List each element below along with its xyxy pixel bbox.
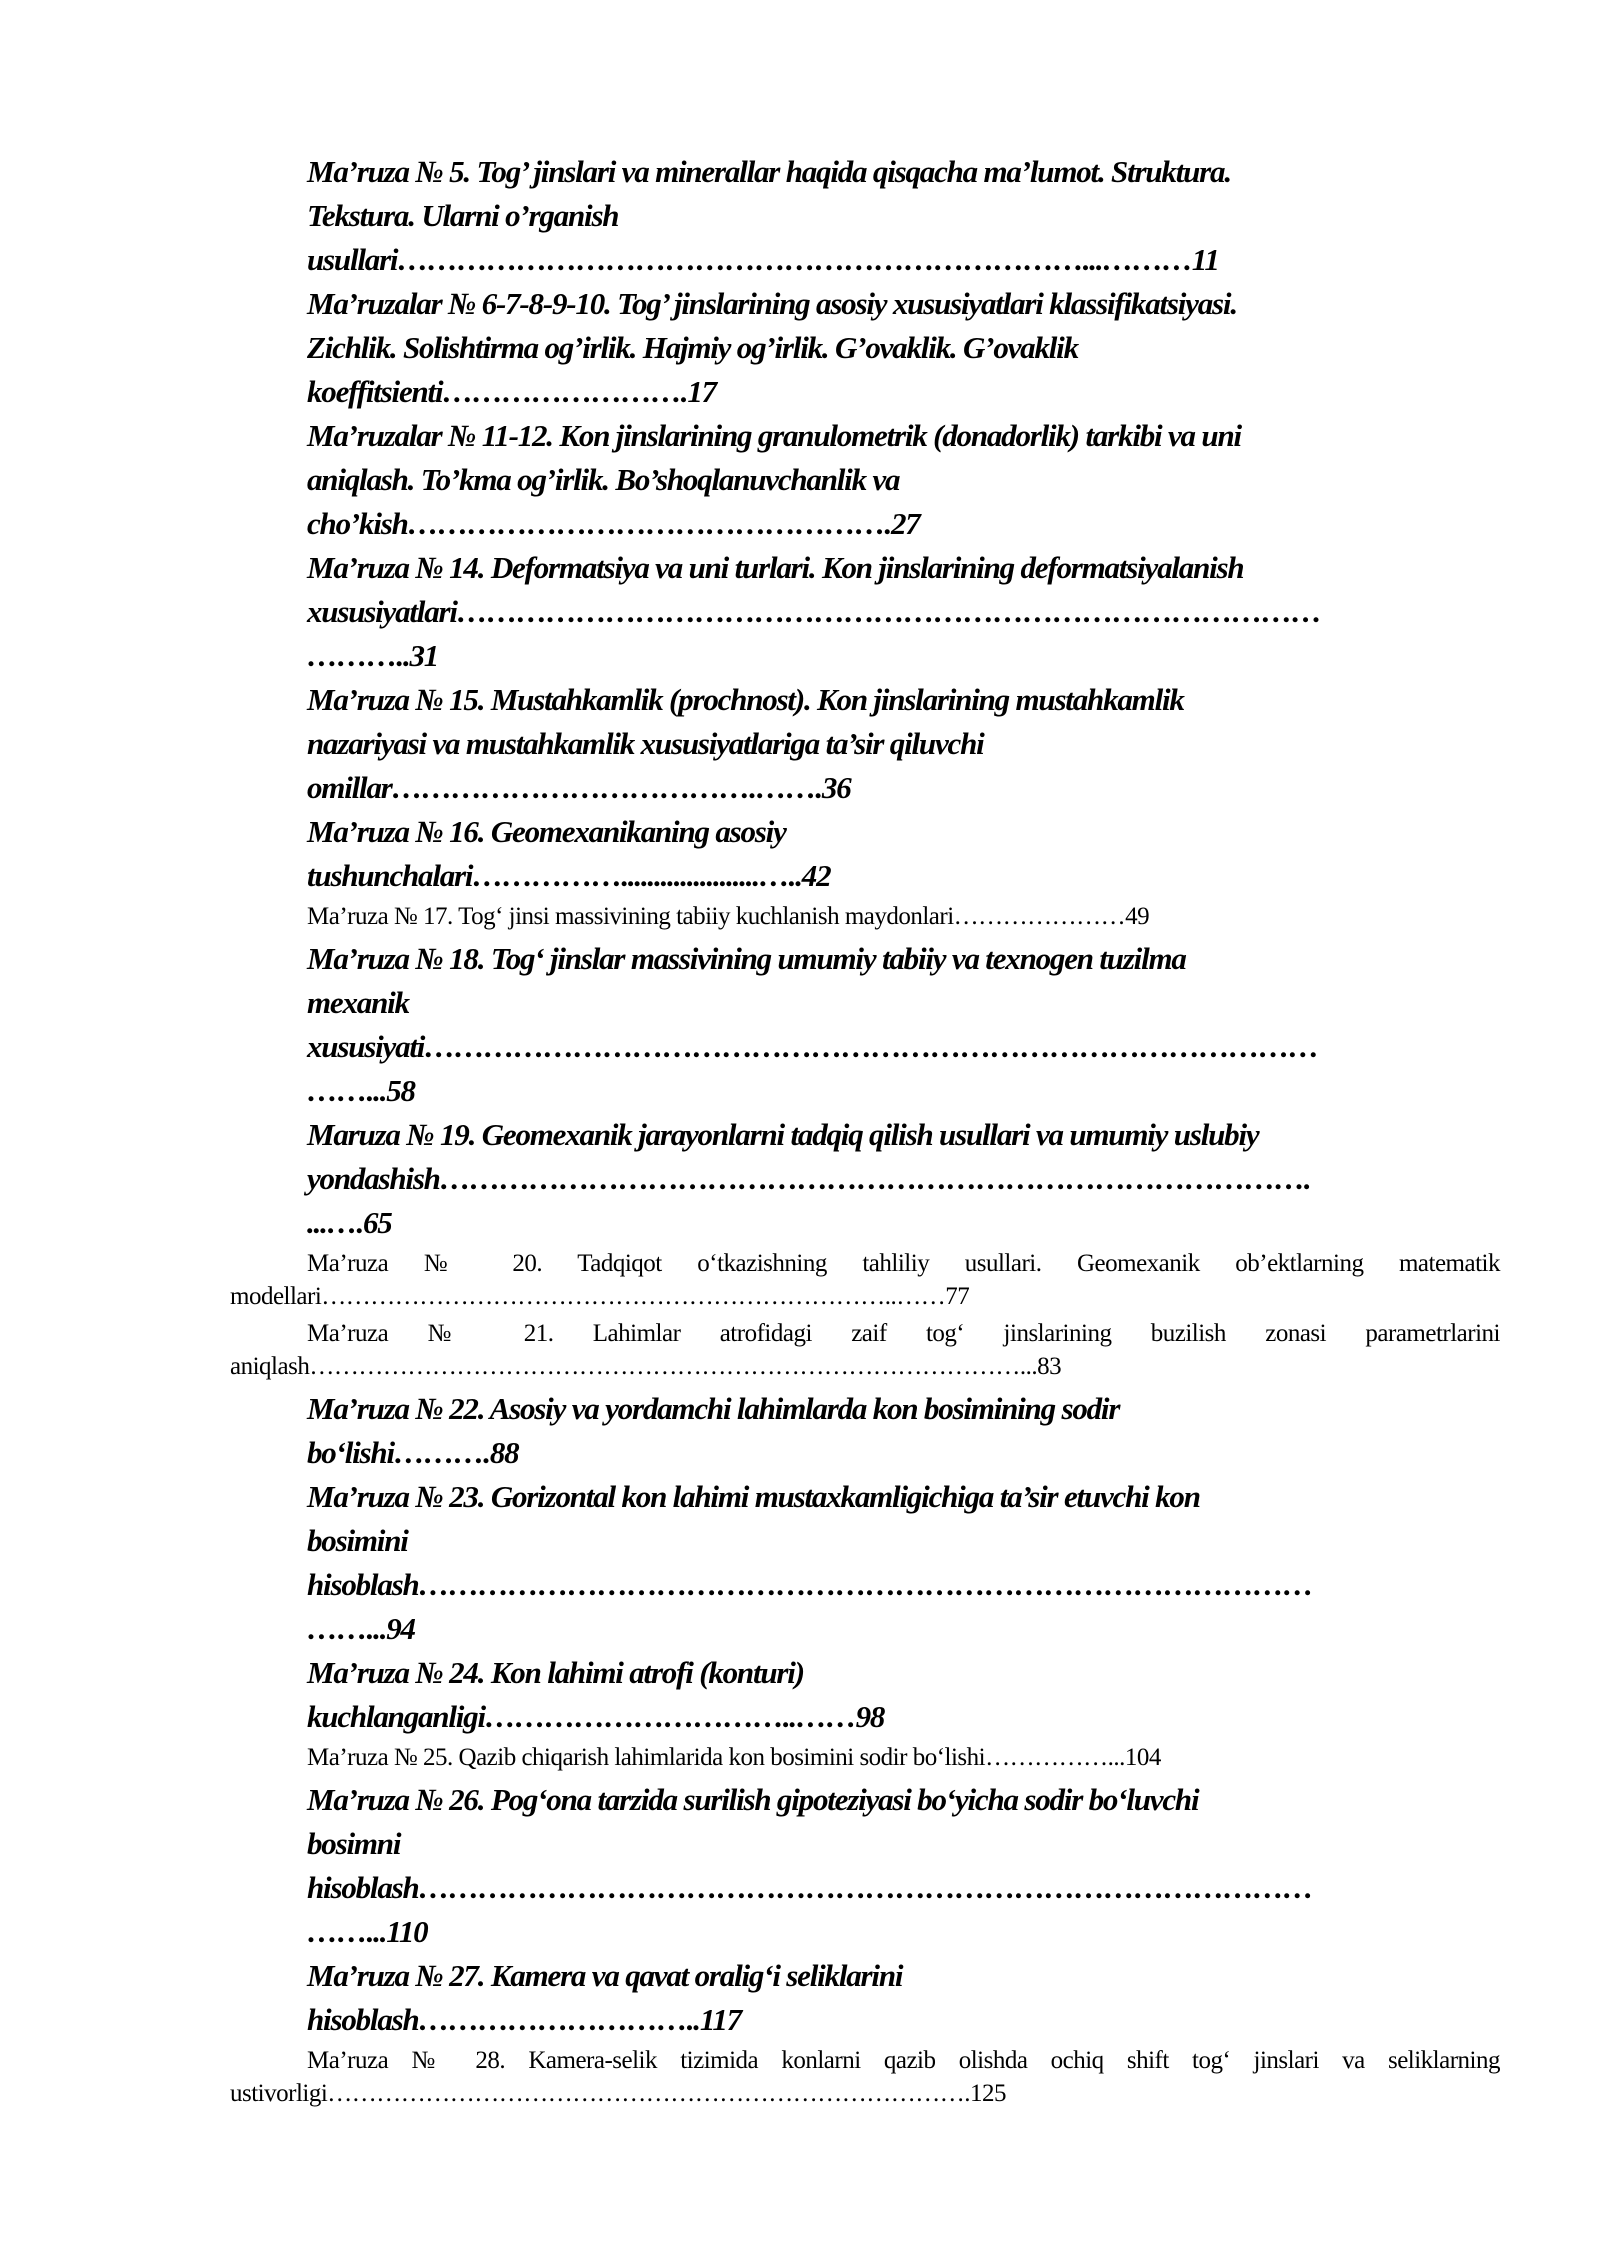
toc-entry-line: Ma’ruza № 24. Kon lahimi atrofi (konturi) (307, 1655, 804, 1690)
toc-entry-line: mexanik (307, 985, 409, 1020)
toc-entry (230, 546, 1500, 678)
toc-entry-line: Ma’ruza № 16. Geomexanikaning asosiy (307, 814, 786, 849)
toc-entry-line: Ma’ruza № 18. Tog‘ jinslar massivining umumiy tabiiy va texnogen tuzilma (307, 941, 1186, 976)
toc-entry-line: xususiyatlari…………………………………………………………………………… (307, 594, 1321, 629)
toc-entry (230, 1475, 1500, 1651)
toc-entry-line: ………..31 (307, 638, 439, 673)
toc-entry-line: usullari……………………………………………………………...………11 (307, 242, 1219, 277)
table-of-contents (230, 150, 1500, 2114)
toc-entry-line: ……...94 (307, 1611, 415, 1646)
toc-entry-text: Ma’ruza № 28. Kamera-selik tizimida konlarni qazib olishda ochiq shift tog‘ jinslari va seliklarning ustivorligi…………………………………………………………………….125 (230, 2047, 1500, 2107)
toc-entry-text: Ma’ruza № 17. Tog‘ jinsi massivining tabiiy kuchlanish maydonlari…………………49 (307, 903, 1150, 930)
toc-entry-line: bosimini (307, 1523, 408, 1558)
toc-entry (230, 2044, 1500, 2110)
toc-entry-line: ……...110 (307, 1914, 428, 1949)
toc-entry-line: tushunchalari…………….....................…..42 (307, 858, 831, 893)
toc-entry (230, 937, 1500, 1113)
toc-entry (230, 1741, 1500, 1774)
toc-entry-line: Ma’ruza № 26. Pog‘ona tarzida surilish gipoteziyasi bo‘yicha sodir bo‘luvchi (307, 1782, 1199, 1817)
toc-entry (230, 1317, 1500, 1383)
toc-entry-line: omillar……………………………….…….36 (307, 770, 851, 805)
toc-entry (230, 1387, 1500, 1475)
toc-entry-line: bosimni (307, 1826, 401, 1861)
toc-entry-line: Ma’ruza № 23. Gorizontal kon lahimi mustaxkamligichiga ta’sir etuvchi kon (307, 1479, 1200, 1514)
toc-entry-line: Ma’ruza № 5. Tog’ jinslari va minerallar haqida qisqacha ma’lumot. Struktura. (307, 154, 1231, 189)
toc-entry-line: Tekstura. Ularni o’rganish (307, 198, 619, 233)
toc-entry-text: Ma’ruza № 20. Tadqiqot o‘tkazishning tahliliy usullari. Geomexanik ob’ektlarning matematik modellari……………………………………………………………..……77 (230, 1250, 1500, 1310)
toc-entry-line: bo‘lishi……….88 (307, 1435, 519, 1470)
toc-entry-line: hisoblash……………………………………………………………………………… (307, 1870, 1313, 1905)
toc-entry (230, 1113, 1500, 1245)
toc-entry (230, 1247, 1500, 1313)
toc-entry-line: Ma’ruza № 14. Deformatsiya va uni turlari. Kon jinslarining deformatsiyalanish (307, 550, 1244, 585)
toc-entry-line: cho’kish………………………………………….27 (307, 506, 920, 541)
toc-entry-line: xususiyati……………………………………………………………………………… (307, 1029, 1319, 1064)
toc-entry-line: hisoblash……………………………………………………………………………… (307, 1567, 1313, 1602)
toc-entry (230, 150, 1500, 282)
toc-entry (230, 900, 1500, 933)
toc-entry (230, 1651, 1500, 1739)
toc-entry-line: Ma’ruza № 27. Kamera va qavat oralig‘i seliklarini (307, 1958, 903, 1993)
toc-entry (230, 810, 1500, 898)
toc-entry-line: aniqlash. To’kma og’irlik. Bo’shoqlanuvchanlik va (307, 462, 900, 497)
toc-entry-text: Ma’ruza № 21. Lahimlar atrofidagi zaif tog‘ jinslarining buzilish zonasi parametrlarini aniqlash……………………………………………………………………………...83 (230, 1320, 1500, 1380)
toc-entry-line: Maruza № 19. Geomexanik jarayonlarni tadqiq qilish usullari va umumiy uslubiy (307, 1117, 1259, 1152)
toc-entry-line: ……...58 (307, 1073, 415, 1108)
toc-entry-line: ...….65 (307, 1205, 392, 1240)
toc-entry (230, 1954, 1500, 2042)
toc-entry-line: Ma’ruza № 15. Mustahkamlik (prochnost). Kon jinslarining mustahkamlik (307, 682, 1184, 717)
toc-entry-line: koeffitsienti…………………….17 (307, 374, 716, 409)
toc-entry-text: Ma’ruza № 25. Qazib chiqarish lahimlarida kon bosimini sodir bo‘lishi……………...104 (307, 1744, 1161, 1771)
toc-entry-line: Ma’ruzalar № 11-12. Kon jinslarining granulometrik (donadorlik) tarkibi va uni (307, 418, 1241, 453)
toc-entry-line: Ma’ruza № 22. Asosiy va yordamchi lahimlarda kon bosimining sodir (307, 1391, 1120, 1426)
toc-entry (230, 1778, 1500, 1954)
toc-entry-line: Zichlik. Solishtirma og’irlik. Hajmiy og’irlik. G’ovaklik. G’ovaklik (307, 330, 1078, 365)
toc-entry-line: hisoblash………………………..117 (307, 2002, 742, 2037)
toc-entry-line: nazariyasi va mustahkamlik xususiyatlariga ta’sir qiluvchi (307, 726, 984, 761)
toc-entry-line: Ma’ruzalar № 6-7-8-9-10. Tog’ jinslarining asosiy xususiyatlari klassifikatsiyasi. (307, 286, 1237, 321)
toc-entry (230, 678, 1500, 810)
toc-entry-line: yondashish……………………………………………………………………………. (307, 1161, 1311, 1196)
toc-entry (230, 414, 1500, 546)
toc-entry-line: kuchlanganligi…………………………..……98 (307, 1699, 885, 1734)
toc-entry (230, 282, 1500, 414)
